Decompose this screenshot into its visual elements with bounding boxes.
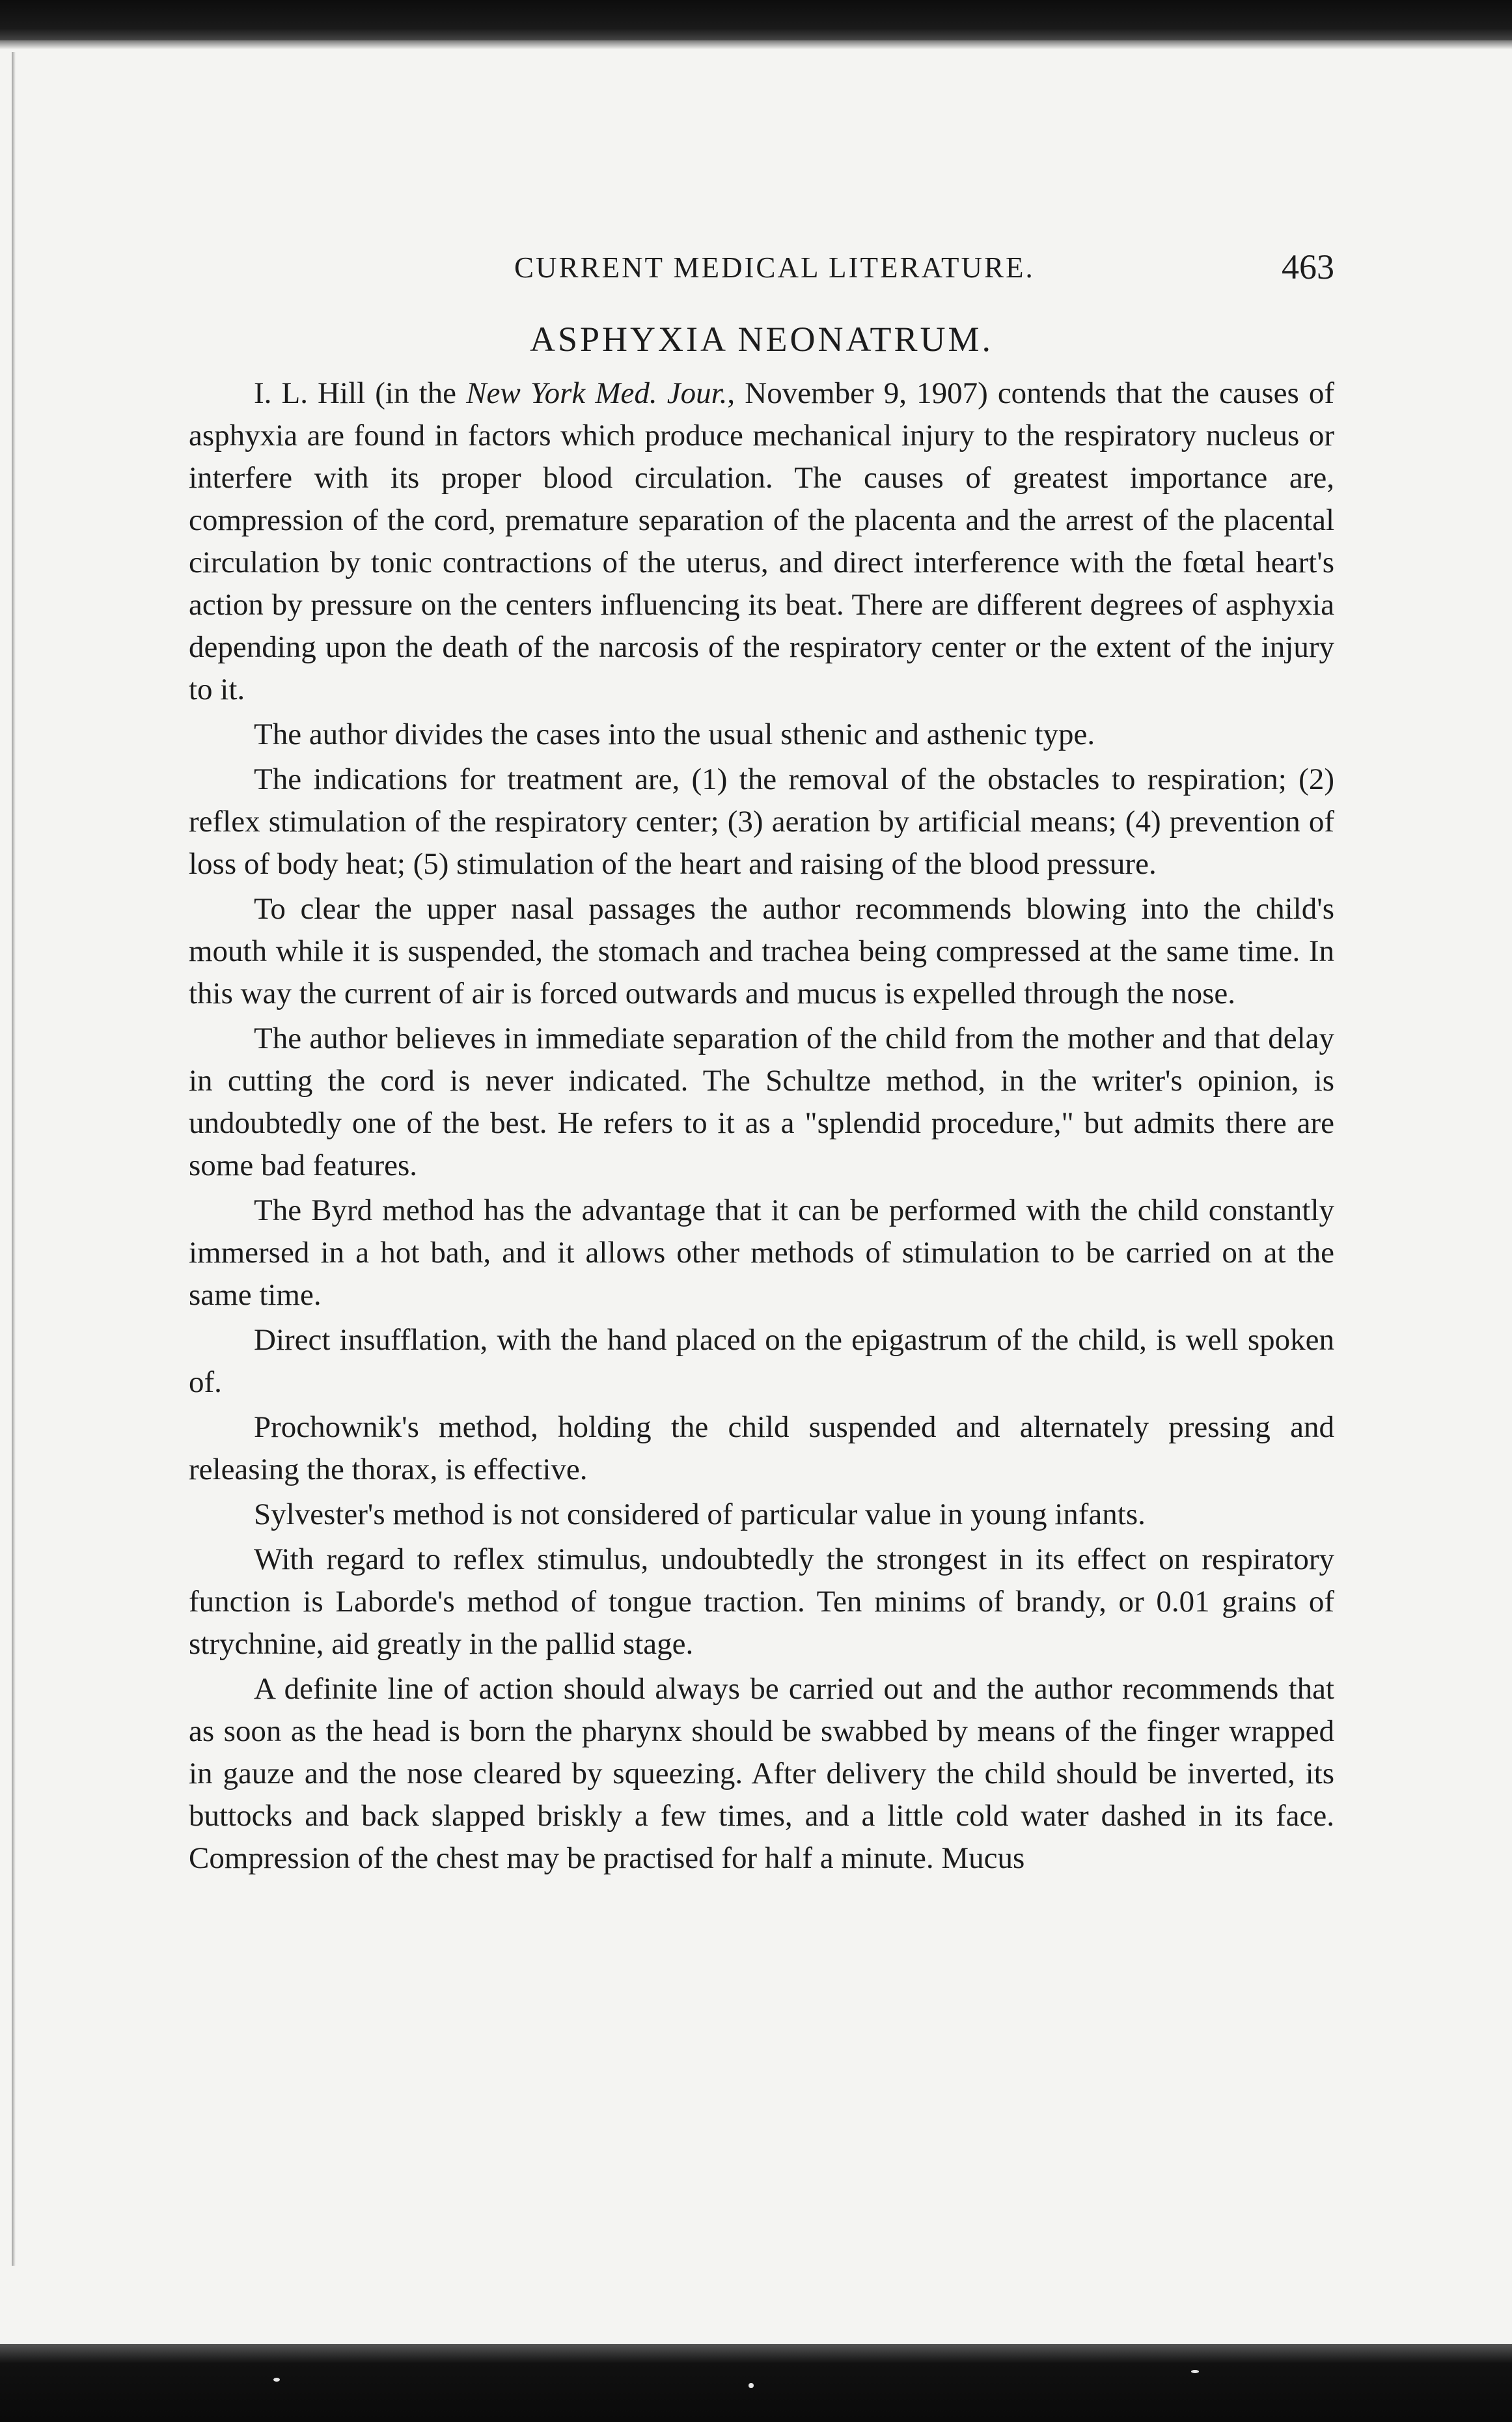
paragraph-7: Direct insufflation, with the hand placed on the epigastrum of the child, is well spoken of. [189, 1323, 1334, 1399]
page-number: 463 [1282, 247, 1334, 286]
paragraph-2: The author divides the cases into the usual sthenic and asthenic type. [254, 717, 1095, 751]
scan-speck [273, 2378, 280, 2382]
paragraph-8: Prochownik's method, holding the child suspended and alternately pressing and releasing the thorax, is effective. [189, 1410, 1334, 1486]
journal-citation: New York Med. Jour. [466, 376, 728, 410]
scan-speck [1191, 2370, 1199, 2373]
paragraph-5: The author believes in immediate separation of the child from the mother and that delay in cutting the cord is never indicated. The Schultze method, in the writer's opinion, is undoubtedly one of the best. He refers to it as a "splendid procedure," but admits there are some bad features. [189, 1022, 1334, 1182]
paragraph-11: A definite line of action should always be carried out and the author recommends that as soon as the head is born the pharynx should be swabbed by means of the finger wrapped in gauze and the nose cleared by squeezing. After delivery the child should be inverted, its buttocks and back slapped briskly a few times, and a little cold water dashed in its face. Compression of the chest may be practised for half a minute. Mucus [189, 1672, 1334, 1875]
article-title: ASPHYXIA NEONATRUM. [529, 320, 994, 359]
paragraph-1 [189, 372, 1334, 711]
scan-shadow-left [12, 52, 16, 2266]
scan-border-bottom [0, 2344, 1512, 2422]
paragraph-3: The indications for treatment are, (1) the removal of the obstacles to respiration; (2) reflex stimulation of the respiratory center; (3) aeration by artificial means; (4) prevention of loss of body heat; (5) stimulation of the heart and raising of the blood pressure. [189, 762, 1334, 881]
scan-border-top-fade [0, 40, 1512, 49]
scan-border-top [0, 0, 1512, 40]
paragraph-6: The Byrd method has the advantage that it can be performed with the child constantly immersed in a hot bath, and it allows other methods of stimulation to be carried on at the same time. [189, 1193, 1334, 1312]
article-body [189, 372, 1334, 1880]
page-header [189, 244, 1334, 290]
running-head: CURRENT MEDICAL LITERATURE. [514, 251, 1035, 284]
paragraph-4: To clear the upper nasal passages the author recommends blowing into the child's mouth while it is suspended, the stomach and trachea being compressed at the same time. In this way the current of air is forced outwards and mucus is expelled through the nose. [189, 892, 1334, 1010]
paragraph-10: With regard to reflex stimulus, undoubtedly the strongest in its effect on respiratory function is Laborde's method of tongue traction. Ten minims of brandy, or 0.01 grains of strychnine, aid greatly in the pallid stage. [189, 1542, 1334, 1661]
paragraph-1-lead: I. L. Hill (in the [254, 376, 467, 410]
scan-speck [749, 2383, 754, 2388]
paragraph-9: Sylvester's method is not considered of particular value in young infants. [254, 1497, 1146, 1531]
paragraph-1-text: , November 9, 1907) contends that the causes of asphyxia are found in factors which produce mechanical injury to the respiratory nucleus or interfere with its proper blood circulation. The causes of greatest importance are, compression of the cord, premature separation of the placenta and the arrest of the placental circulation by tonic contractions of the uterus, and direct interference with the fœtal heart's action by pressure on the centers influencing its beat. There are different degrees of asphyxia depending upon the death of the narcosis of the respiratory center or the extent of the injury to it. [189, 376, 1335, 706]
